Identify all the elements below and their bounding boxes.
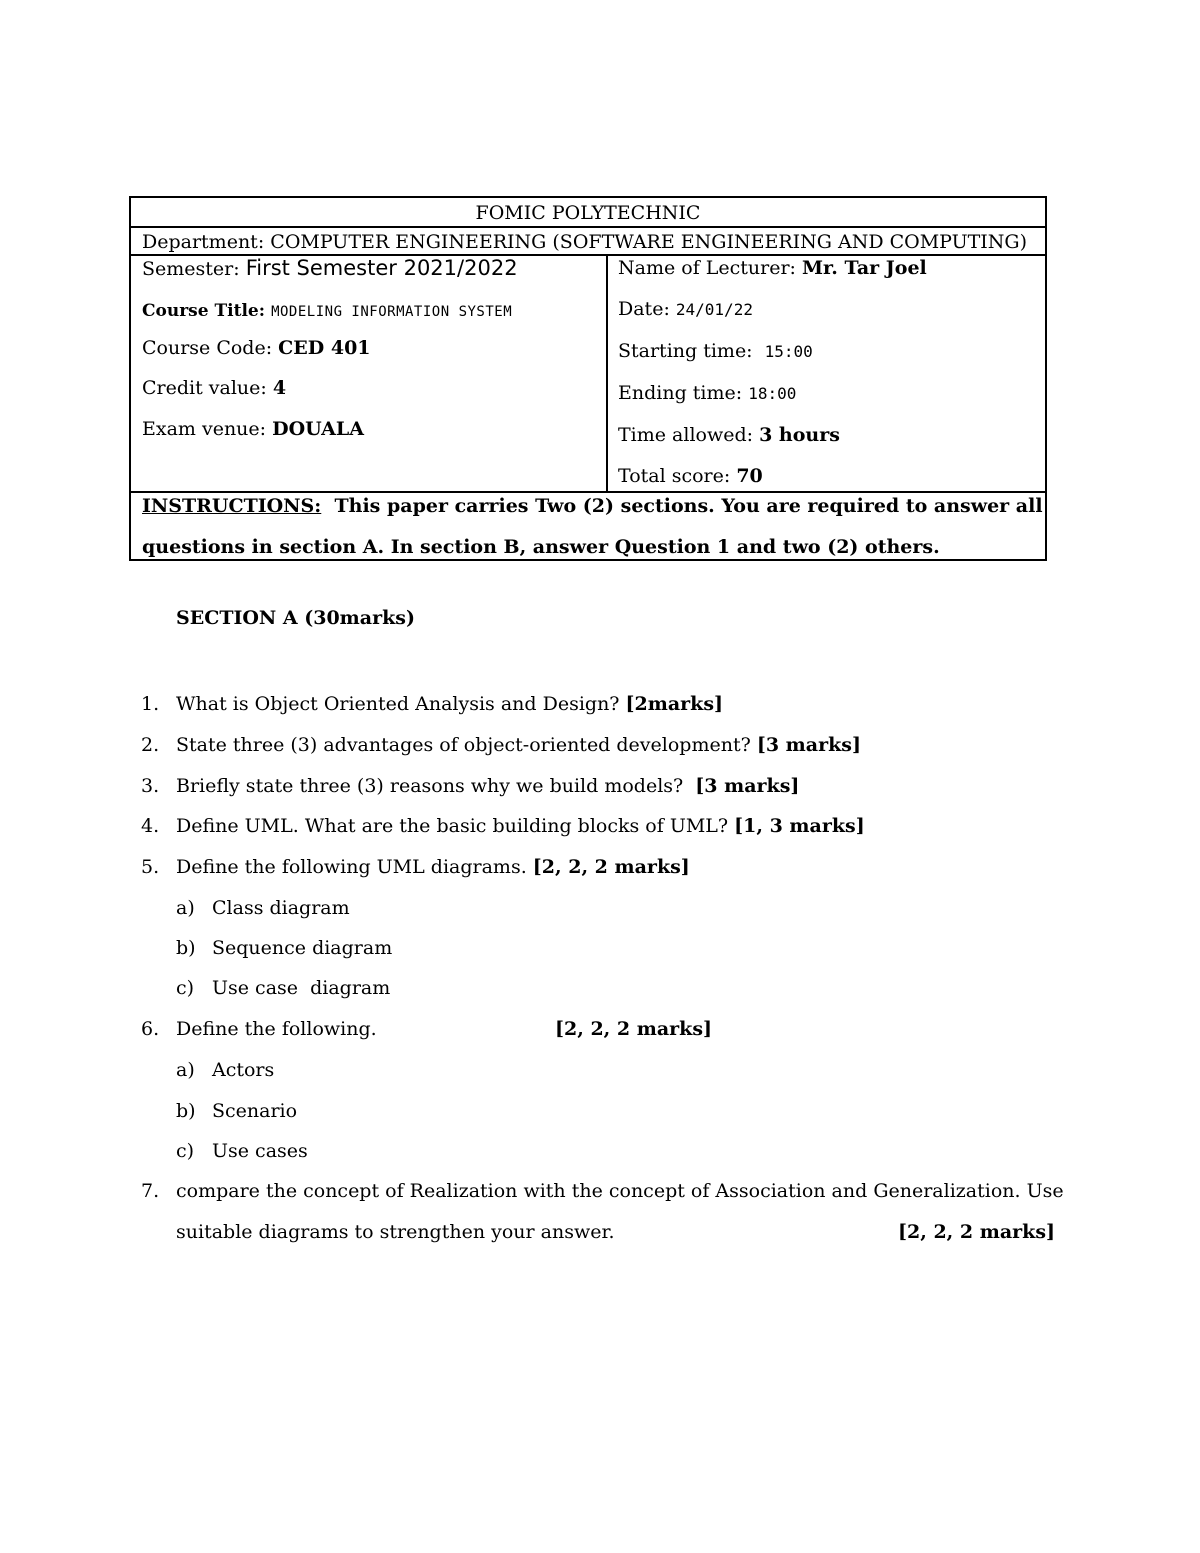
question-number: 4. bbox=[141, 815, 160, 837]
end-time-label: Ending time: bbox=[618, 382, 743, 404]
question-marks: [3 marks] bbox=[695, 775, 800, 797]
exam-header-table bbox=[129, 196, 1047, 561]
time-allowed-label: Time allowed: bbox=[618, 424, 754, 446]
instructions-row bbox=[131, 491, 1045, 561]
sub-question-text: Scenario bbox=[212, 1100, 298, 1122]
time-allowed-value: 3 hours bbox=[759, 424, 840, 446]
sub-question-text: Class diagram bbox=[212, 897, 350, 919]
course-code-value: CED 401 bbox=[278, 337, 371, 359]
date-row bbox=[618, 298, 753, 320]
semester-label: Semester: bbox=[142, 258, 240, 280]
question-number: 1. bbox=[141, 693, 160, 715]
sub-question-letter: c) bbox=[176, 977, 195, 999]
question-text: Define UML. What are the basic building blocks of UML? [1, 3 marks] bbox=[176, 815, 865, 837]
start-time-row bbox=[618, 340, 813, 362]
start-time-value: 15:00 bbox=[764, 342, 813, 361]
question-text: What is Object Oriented Analysis and Design? [2marks] bbox=[176, 693, 724, 715]
total-score-row bbox=[618, 465, 763, 487]
semester-value: First Semester 2021/2022 bbox=[245, 256, 518, 280]
department-row bbox=[131, 228, 1045, 256]
question-marks: [2, 2, 2 marks] bbox=[555, 1018, 713, 1040]
venue-label: Exam venue: bbox=[142, 418, 267, 440]
credit-value: 4 bbox=[272, 377, 287, 399]
question-text-continued: suitable diagrams to strengthen your answer. bbox=[176, 1221, 615, 1243]
school-name: FOMIC POLYTECHNIC bbox=[131, 198, 1045, 228]
start-time-label: Starting time: bbox=[618, 340, 753, 362]
sub-question-letter: a) bbox=[176, 897, 195, 919]
question-marks: [1, 3 marks] bbox=[734, 815, 865, 837]
sub-question-text: Sequence diagram bbox=[212, 937, 393, 959]
question-text: Briefly state three (3) reasons why we build models? [3 marks] bbox=[176, 775, 800, 797]
lecturer-row bbox=[618, 257, 927, 279]
course-code-row bbox=[142, 337, 371, 359]
department-label: Department: bbox=[142, 231, 265, 253]
question-text: Define the following UML diagrams. [2, 2, 2 marks] bbox=[176, 856, 690, 878]
sub-question-text: Use cases bbox=[212, 1140, 308, 1162]
total-score-label: Total score: bbox=[618, 465, 731, 487]
end-time-value: 18:00 bbox=[748, 384, 797, 403]
sub-question-letter: c) bbox=[176, 1140, 195, 1162]
date-label: Date: bbox=[618, 298, 670, 320]
question-number: 6. bbox=[141, 1018, 160, 1040]
sub-question-text: Actors bbox=[212, 1059, 275, 1081]
credit-label: Credit value: bbox=[142, 377, 267, 399]
credit-row bbox=[142, 377, 286, 399]
instructions-text-2: questions in section A. In section B, answer Question 1 and two (2) others. bbox=[142, 536, 940, 558]
question-text: Define the following. bbox=[176, 1018, 377, 1040]
question-marks: [2, 2, 2 marks] bbox=[898, 1221, 1056, 1243]
question-number: 3. bbox=[141, 775, 160, 797]
instructions-line-1 bbox=[142, 495, 1043, 517]
question-number: 7. bbox=[141, 1180, 160, 1202]
course-info-column bbox=[131, 256, 608, 491]
question-number: 2. bbox=[141, 734, 160, 756]
sub-question-letter: b) bbox=[176, 937, 196, 959]
course-title-value: MODELING INFORMATION SYSTEM bbox=[271, 304, 513, 320]
sub-question-text: Use case diagram bbox=[212, 977, 391, 999]
lecturer-value: Mr. Tar Joel bbox=[802, 257, 927, 279]
date-value: 24/01/22 bbox=[675, 300, 753, 319]
department-value: COMPUTER ENGINEERING (SOFTWARE ENGINEERING AND COMPUTING) bbox=[270, 231, 1028, 253]
question-number: 5. bbox=[141, 856, 160, 878]
semester-row bbox=[142, 256, 518, 280]
question-marks: [2marks] bbox=[625, 693, 724, 715]
venue-row bbox=[142, 418, 364, 440]
time-allowed-row bbox=[618, 424, 840, 446]
instructions-text-1: This paper carries Two (2) sections. You are required to answer all bbox=[334, 495, 1043, 517]
section-a-title: SECTION A (30marks) bbox=[176, 607, 415, 629]
sub-question-letter: b) bbox=[176, 1100, 196, 1122]
course-title-label: Course Title: bbox=[142, 301, 266, 321]
venue-value: DOUALA bbox=[272, 418, 364, 440]
sub-question-letter: a) bbox=[176, 1059, 195, 1081]
exam-info-column bbox=[608, 256, 1045, 491]
course-title-row bbox=[142, 299, 512, 321]
instructions-label: INSTRUCTIONS: bbox=[142, 495, 322, 517]
question-text: compare the concept of Realization with the concept of Association and Generalization. Use bbox=[176, 1180, 1064, 1202]
course-code-label: Course Code: bbox=[142, 337, 273, 359]
question-marks: [3 marks] bbox=[756, 734, 861, 756]
lecturer-label: Name of Lecturer: bbox=[618, 257, 796, 279]
end-time-row bbox=[618, 382, 796, 404]
question-text: State three (3) advantages of object-oriented development? [3 marks] bbox=[176, 734, 861, 756]
question-marks: [2, 2, 2 marks] bbox=[532, 856, 690, 878]
total-score-value: 70 bbox=[736, 465, 763, 487]
